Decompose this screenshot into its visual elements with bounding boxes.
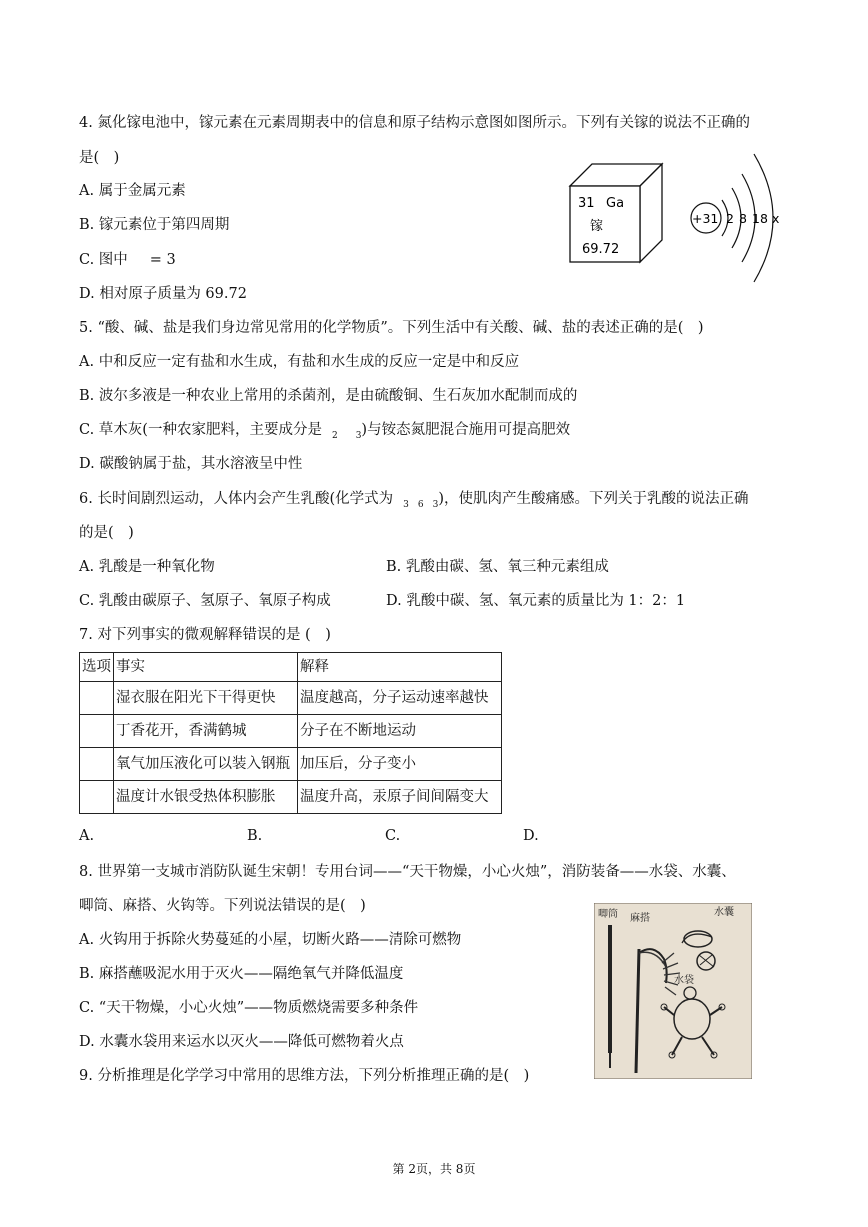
- table-header-cell: 事实: [114, 653, 298, 682]
- q6-sub-2: 6: [417, 500, 424, 510]
- label-shuinang: 水囊: [714, 907, 734, 918]
- q4-stem-line1: 4. 氮化镓电池中，镓元素在元素周期表中的信息和原子结构示意图如图所示。下列有关镓的说法不正确的: [79, 115, 750, 131]
- table-header-row: [80, 653, 502, 682]
- table-row: [80, 748, 502, 781]
- q8-option-c: C. “天干物燥，小心火烛”——物质燃烧需要多种条件: [79, 1000, 419, 1016]
- q6-sub-1: 3: [403, 500, 409, 510]
- q5-option-a: A. 中和反应一定有盐和水生成，有盐和水生成的反应一定是中和反应: [79, 354, 520, 370]
- page-footer: 第 2页，共 8页: [392, 1162, 476, 1176]
- q7-option-a: A.: [79, 828, 95, 844]
- table-row: [80, 682, 502, 715]
- q7-option-b: B.: [247, 828, 263, 844]
- q4-option-a: A. 属于金属元素: [79, 183, 186, 199]
- table-cell-fact: 丁香花开，香满鹤城: [114, 715, 298, 748]
- q7-stem: 7. 对下列事实的微观解释错误的是 ( ): [79, 627, 331, 643]
- q6-stem-line1: [79, 489, 748, 511]
- q5-sub-2: 3: [355, 431, 362, 441]
- shell-4-electrons: x: [772, 211, 780, 226]
- table-cell-option: [80, 715, 114, 748]
- q6-sub-3: 3: [432, 500, 439, 510]
- q6-option-c: C. 乳酸由碳原子、氢原子、氧原子构成: [79, 593, 331, 609]
- table-cell-fact: 温度计水银受热体积膨胀: [114, 781, 298, 814]
- q5-option-c-suffix: )与铵态氮肥混合施用可提高肥效: [361, 422, 571, 438]
- q8-option-b: B. 麻搭蘸吸泥水用于灭火——隔绝氧气并降低温度: [79, 966, 404, 982]
- q7-option-d: D.: [523, 828, 539, 844]
- q4-option-c: [79, 250, 176, 270]
- q5-option-c-prefix: C. 草木灰(一种农家肥料，主要成分是: [79, 422, 322, 438]
- element-symbol: Ga: [606, 196, 625, 211]
- q8-option-d: D. 水囊水袋用来运水以灭火——降低可燃物着火点: [79, 1034, 404, 1050]
- table-header-cell: 选项: [80, 653, 114, 682]
- table-cell-explanation: 温度升高，汞原子间间隔变大: [298, 781, 502, 814]
- q7-option-c: C.: [385, 828, 401, 844]
- table-cell-explanation: 加压后，分子变小: [298, 748, 502, 781]
- q8-stem-line1: 8. 世界第一支城市消防队诞生宋朝！专用台词——“天干物燥，小心火烛”，消防装备——水袋、水囊、: [79, 864, 736, 880]
- q4-option-c-suffix: = 3: [149, 252, 176, 268]
- q6-option-b: B. 乳酸由碳、氢、氧三种元素组成: [386, 559, 609, 575]
- table-cell-option: [80, 682, 114, 715]
- q7-table: [79, 652, 502, 814]
- table-cell-explanation: 温度越高，分子运动速率越快: [298, 682, 502, 715]
- element-cell-figure: [562, 160, 670, 266]
- q6-stem-line2: 的是( ): [79, 525, 134, 541]
- q5-option-d: D. 碳酸钠属于盐，其水溶液呈中性: [79, 456, 303, 472]
- table-cell-option: [80, 748, 114, 781]
- shell-3-electrons: 18: [752, 211, 768, 226]
- q4-option-c-prefix: C. 图中: [79, 252, 128, 268]
- q5-sub-1: 2: [331, 431, 338, 441]
- element-name: 镓: [590, 219, 604, 234]
- table-row: [80, 715, 502, 748]
- q6-option-a: A. 乳酸是一种氧化物: [79, 559, 215, 575]
- firefighting-equipment-illustration: [594, 903, 752, 1079]
- table-cell-fact: 湿衣服在阳光下干得更快: [114, 682, 298, 715]
- atom-structure-figure: [688, 150, 798, 286]
- q5-option-c: [79, 420, 570, 442]
- shell-2-electrons: 8: [739, 211, 747, 226]
- q5-option-b: B. 波尔多液是一种农业上常用的杀菌剂，是由硫酸铜、生石灰加水配制而成的: [79, 388, 578, 404]
- q6-stem-prefix: 6. 长时间剧烈运动，人体内会产生乳酸(化学式为: [79, 491, 394, 507]
- q4-option-b: B. 镓元素位于第四周期: [79, 217, 230, 233]
- shell-1-electrons: 2: [726, 211, 734, 226]
- q4-option-d: D. 相对原子质量为 69.72: [79, 286, 247, 302]
- element-number: 31: [578, 196, 595, 211]
- table-cell-fact: 氧气加压液化可以装入钢瓶: [114, 748, 298, 781]
- table-cell-option: [80, 781, 114, 814]
- q5-stem: 5. “酸、碱、盐是我们身边常见常用的化学物质”。下列生活中有关酸、碱、盐的表述正确的是( ): [79, 320, 704, 336]
- atom-nucleus-charge: +31: [692, 211, 719, 226]
- label-shuidai: 水袋: [674, 975, 694, 986]
- label-mada: 麻搭: [630, 913, 650, 924]
- table-header-cell: 解释: [298, 653, 502, 682]
- q6-stem-suffix: )，使肌肉产生酸痛感。下列关于乳酸的说法正确: [438, 491, 749, 507]
- table-row: [80, 781, 502, 814]
- q8-stem-line2: 唧筒、麻搭、火钩等。下列说法错误的是( ): [79, 898, 366, 914]
- table-cell-explanation: 分子在不断地运动: [298, 715, 502, 748]
- element-mass: 69.72: [582, 242, 620, 257]
- q9-stem: 9. 分析推理是化学学习中常用的思维方法，下列分析推理正确的是( ): [79, 1068, 530, 1084]
- q4-stem-line2: 是( ): [79, 150, 120, 166]
- q8-option-a: A. 火钩用于拆除火势蔓延的小屋，切断火路——清除可燃物: [79, 932, 462, 948]
- q6-option-d: D. 乳酸中碳、氢、氧元素的质量比为 1：2：1: [386, 593, 686, 609]
- label-jitong: 唧筒: [598, 909, 618, 920]
